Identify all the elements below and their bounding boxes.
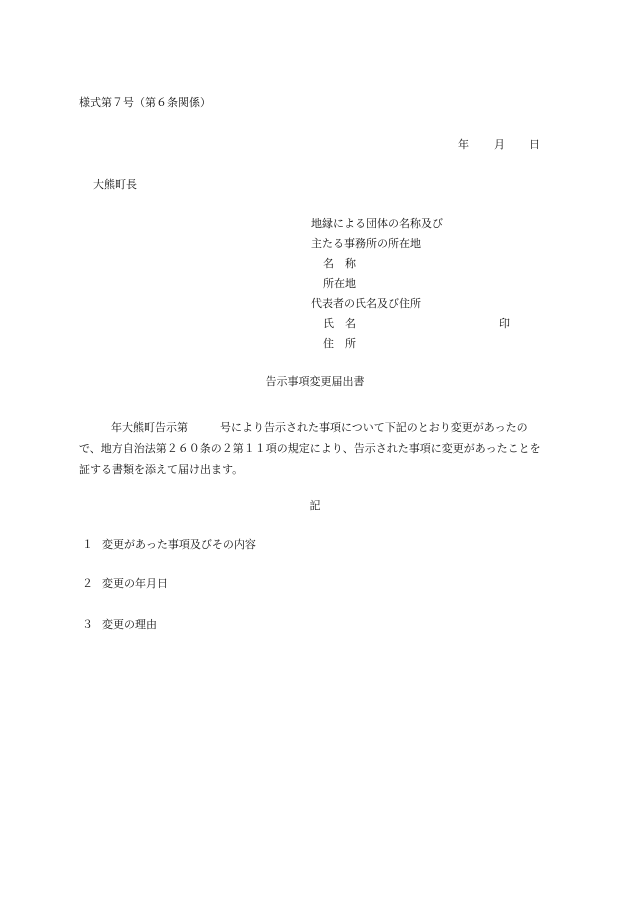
list-item-number: １ (82, 538, 93, 551)
body-paragraph (79, 417, 549, 480)
representative-address-label: 住 所 (323, 337, 356, 350)
org-label-line-1: 地縁による団体の名称及び (311, 217, 443, 230)
list-item-text: 変更があった事項及びその内容 (102, 538, 256, 551)
list-item-text: 変更の年月日 (102, 577, 168, 590)
list-item (82, 539, 256, 550)
form-number: 様式第７号（第６条関係） (79, 96, 211, 109)
body-text-part-1: 年大熊町告示第 (111, 421, 188, 434)
list-item (82, 578, 168, 589)
org-location-label: 所在地 (323, 277, 356, 290)
date-day-label: 日 (529, 138, 540, 151)
list-item (82, 619, 157, 630)
date-month-label: 月 (494, 138, 505, 151)
org-name-label: 名 称 (323, 257, 356, 270)
date-year-label: 年 (458, 138, 469, 151)
org-label-line-2: 主たる事務所の所在地 (311, 237, 421, 250)
ki-heading: 記 (309, 499, 321, 512)
addressee: 大熊町長 (93, 178, 137, 191)
representative-name-label: 氏 名 (323, 317, 356, 330)
list-item-number: ３ (82, 618, 93, 631)
document-title: 告示事項変更届出書 (265, 375, 365, 388)
list-item-text: 変更の理由 (102, 618, 157, 631)
seal-mark: 印 (499, 317, 510, 330)
representative-label: 代表者の氏名及び住所 (311, 297, 421, 310)
body-text-part-2: 号により告示された事項について下記のとおり変更があったので、地方自治法第２６０条の２第１１項の規定により、告示された事項に変更があったことを証する書類を添えて届け出ます。 (79, 421, 541, 476)
list-item-number: ２ (82, 577, 93, 590)
